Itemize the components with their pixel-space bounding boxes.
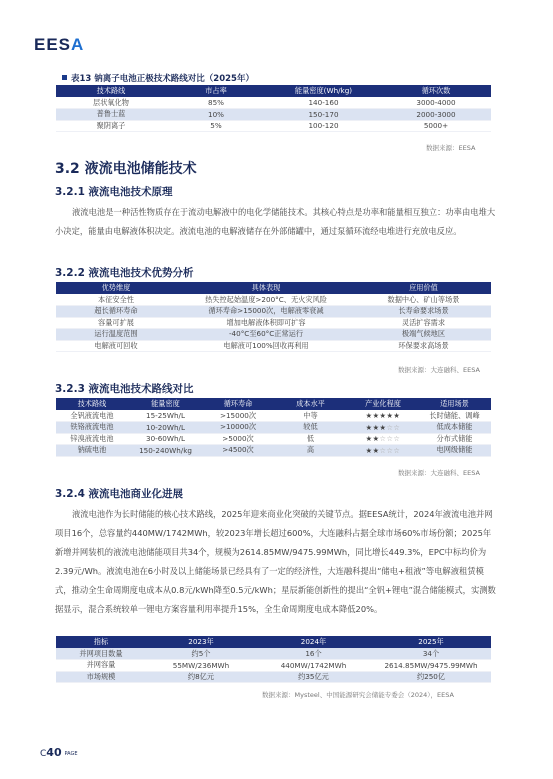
table-cell: 34个: [371, 648, 491, 660]
star-icon: ☆: [379, 434, 387, 444]
section-3-2-3-heading: 3.2.3 液流电池技术路线对比: [55, 383, 194, 395]
table-row: [56, 340, 491, 352]
table-header-row: [56, 398, 491, 410]
star-icon: ★: [372, 411, 380, 420]
table-cell: 低: [273, 433, 348, 445]
table-cell: 长寿命要求场景: [356, 306, 491, 318]
star-icon: ★: [379, 411, 387, 420]
table-cell: 16个: [256, 648, 371, 660]
table-cell: 普鲁士蓝: [56, 109, 166, 121]
column-header: 具体表现: [176, 282, 356, 294]
table-cell: -40°C至60°C正常运行: [176, 329, 356, 341]
page-number: 40: [46, 746, 62, 759]
section-3-2-1-heading: 3.2.1 液流电池技术原理: [55, 186, 173, 198]
table-cell: 2000-3000: [381, 109, 491, 121]
table-cell: 30-60Wh/L: [128, 433, 203, 445]
table-cell: 锌溴液流电池: [56, 433, 128, 445]
star-icon: ☆: [386, 445, 394, 455]
page-footer: C40 PAGE: [40, 746, 78, 759]
table-row: [56, 97, 491, 109]
table-cell: 运行温度范围: [56, 329, 176, 341]
table-cell: 极端气候地区: [356, 329, 491, 341]
star-icon: ☆: [393, 422, 401, 432]
table-cell: 85%: [166, 97, 266, 109]
rating-stars: [348, 445, 418, 457]
table-cell: 约35亿元: [256, 671, 371, 683]
table-cell: 全钒液流电池: [56, 410, 128, 422]
column-header: 能量密度(Wh/kg): [266, 85, 381, 97]
table-cell: 10-20Wh/L: [128, 422, 203, 434]
column-header: 2025年: [371, 636, 491, 648]
star-icon: ☆: [379, 445, 387, 455]
column-header: 循环次数: [381, 85, 491, 97]
table-cell: 循环寿命>15000次，电解液零衰减: [176, 306, 356, 318]
table-row: [56, 120, 491, 132]
table-cell: >15000次: [203, 410, 273, 422]
star-icon: ★: [365, 434, 373, 444]
table-cell: 钠硫电池: [56, 445, 128, 457]
table-cell: 5%: [166, 120, 266, 132]
section-3-2-4-paragraph: 液流电池作为长时储能的核心技术路线，2025年迎来商业化突破的关键节点。据EESA统计，2024年液流电池并网项目16个，总容量约440MW/1742MWh，较2023年增长超过600%，大连融科占据全球市场60%市场份额；2025年新增并网装机的液流电池储能项目共34个，规模为2614.85MW/9475.99MWh，同比增长449.3%，EPC中标均价为2.39元/Wh。液流电池在6小时及以上储能场景已经具有了一定的经济性，大连融科提出“储电+租液”等电解液租赁模式，推动全生命周期度电成本从0.8元/kWh降至0.5元/kWh；星辰新能创新性的提出“全钒+锂电”混合储能模式，实测数据显示，混合系统较单一锂电方案容量利用率提升15%，全生命周期度电成本降低20%。: [55, 509, 496, 614]
table-cell: 5000+: [381, 120, 491, 132]
star-icon: ★: [365, 445, 373, 455]
bullet-square-icon: [62, 75, 67, 80]
table-header-row: [56, 282, 491, 294]
table-cell: 容量可扩展: [56, 317, 176, 329]
table-cell: 15-25Wh/L: [128, 410, 203, 422]
commercial-table: [56, 636, 491, 683]
star-icon: ☆: [386, 422, 394, 432]
section-3-2-4-heading: 3.2.4 液流电池商业化进展: [55, 488, 184, 500]
column-header: 成本水平: [273, 398, 348, 410]
table-cell: 超长循环寿命: [56, 306, 176, 318]
table-cell: 3000-4000: [381, 97, 491, 109]
column-header: 应用价值: [356, 282, 491, 294]
table-cell: 热失控起始温度>200°C、无火灾风险: [176, 294, 356, 306]
table-cell: 市场规模: [56, 671, 146, 683]
star-icon: ★: [365, 411, 373, 420]
table-row: [56, 660, 491, 672]
section-3-2-1-paragraph: 液流电池是一种活性物质存在于流动电解液中的电化学储能技术。其核心特点是功率和能量相互独立：功率由电堆大小决定，能量由电解液体积决定。液流电池的电解液储存在外部储罐中，通过泵循环流经电堆进行充放电反应。: [55, 207, 496, 236]
star-icon: ★: [372, 434, 380, 444]
table13: [56, 85, 491, 132]
table-row: [56, 329, 491, 341]
column-header: 2024年: [256, 636, 371, 648]
advantages-table: [56, 282, 491, 352]
table-row: [56, 306, 491, 318]
star-icon: ☆: [386, 434, 394, 444]
table-cell: >10000次: [203, 422, 273, 434]
routes-source: 数据来源：大连融科、EESA: [398, 469, 480, 477]
table-cell: 140-160: [266, 97, 381, 109]
star-icon: ★: [393, 411, 401, 420]
column-header: 优势维度: [56, 282, 176, 294]
table-cell: 中等: [273, 410, 348, 422]
table-header-row: [56, 636, 491, 648]
table-cell: 电解液可回收: [56, 340, 176, 352]
table-row: [56, 445, 491, 457]
table-cell: 约250亿: [371, 671, 491, 683]
table13-title: 表13 钠离子电池正极技术路线对比（2025年）: [62, 72, 254, 84]
table-cell: 灵活扩容需求: [356, 317, 491, 329]
column-header: 指标: [56, 636, 146, 648]
table-row: [56, 671, 491, 683]
table-cell: 并网项目数量: [56, 648, 146, 660]
column-header: 产业化程度: [348, 398, 418, 410]
table-cell: 长时储能、调峰: [418, 410, 491, 422]
advantages-source: 数据来源：大连融科、EESA: [398, 366, 480, 374]
table-cell: 本征安全性: [56, 294, 176, 306]
table-row: [56, 317, 491, 329]
table-cell: 并网容量: [56, 660, 146, 672]
table-cell: 10%: [166, 109, 266, 121]
column-header: 技术路线: [56, 85, 166, 97]
table-cell: >5000次: [203, 433, 273, 445]
table-cell: 2614.85MW/9475.99MWh: [371, 660, 491, 672]
star-icon: ★: [379, 422, 387, 432]
star-icon: ★: [365, 422, 373, 432]
table-cell: 数据中心、矿山等场景: [356, 294, 491, 306]
section-3-2-2-heading: 3.2.2 液流电池技术优势分析: [55, 267, 194, 279]
table-cell: 55MW/236MWh: [146, 660, 256, 672]
star-icon: ☆: [393, 445, 401, 455]
table13-source: 数据来源：EESA: [426, 144, 476, 152]
table-row: [56, 422, 491, 434]
section-3-2-heading: 3.2 液流电池储能技术: [55, 161, 197, 177]
table-cell: 聚阴离子: [56, 120, 166, 132]
table-cell: 环保要求高场景: [356, 340, 491, 352]
table-cell: 电网级储能: [418, 445, 491, 457]
table-cell: 150-240Wh/kg: [128, 445, 203, 457]
star-icon: ★: [372, 422, 380, 432]
table-cell: 较低: [273, 422, 348, 434]
eesa-logo: EESA: [34, 35, 85, 54]
table-header-row: [56, 85, 491, 97]
table-cell: 440MW/1742MWh: [256, 660, 371, 672]
column-header: 循环寿命: [203, 398, 273, 410]
column-header: 技术路线: [56, 398, 128, 410]
table-cell: 电解液可100%回收再利用: [176, 340, 356, 352]
column-header: 2023年: [146, 636, 256, 648]
routes-table: [56, 398, 491, 457]
column-header: 市占率: [166, 85, 266, 97]
rating-stars: [348, 410, 418, 422]
table-cell: 增加电解液体积即可扩容: [176, 317, 356, 329]
table-row: [56, 109, 491, 121]
table-cell: 高: [273, 445, 348, 457]
rating-stars: [348, 433, 418, 445]
table-cell: >4500次: [203, 445, 273, 457]
table-row: [56, 294, 491, 306]
star-icon: ★: [386, 411, 394, 420]
table-row: [56, 410, 491, 422]
commercial-source: 数据来源：Mysteel、中国能源研究会储能专委会（2024），EESA: [262, 691, 454, 699]
column-header: 能量密度: [128, 398, 203, 410]
table-cell: 层状氧化物: [56, 97, 166, 109]
table-cell: 150-170: [266, 109, 381, 121]
column-header: 适用场景: [418, 398, 491, 410]
table-cell: 分布式储能: [418, 433, 491, 445]
table-cell: 约5个: [146, 648, 256, 660]
table-cell: 约8亿元: [146, 671, 256, 683]
table-cell: 铁铬液流电池: [56, 422, 128, 434]
table-cell: 低成本储能: [418, 422, 491, 434]
table-row: [56, 433, 491, 445]
star-icon: ☆: [393, 434, 401, 444]
table-row: [56, 648, 491, 660]
table-cell: 100-120: [266, 120, 381, 132]
star-icon: ★: [372, 445, 380, 455]
rating-stars: [348, 422, 418, 434]
